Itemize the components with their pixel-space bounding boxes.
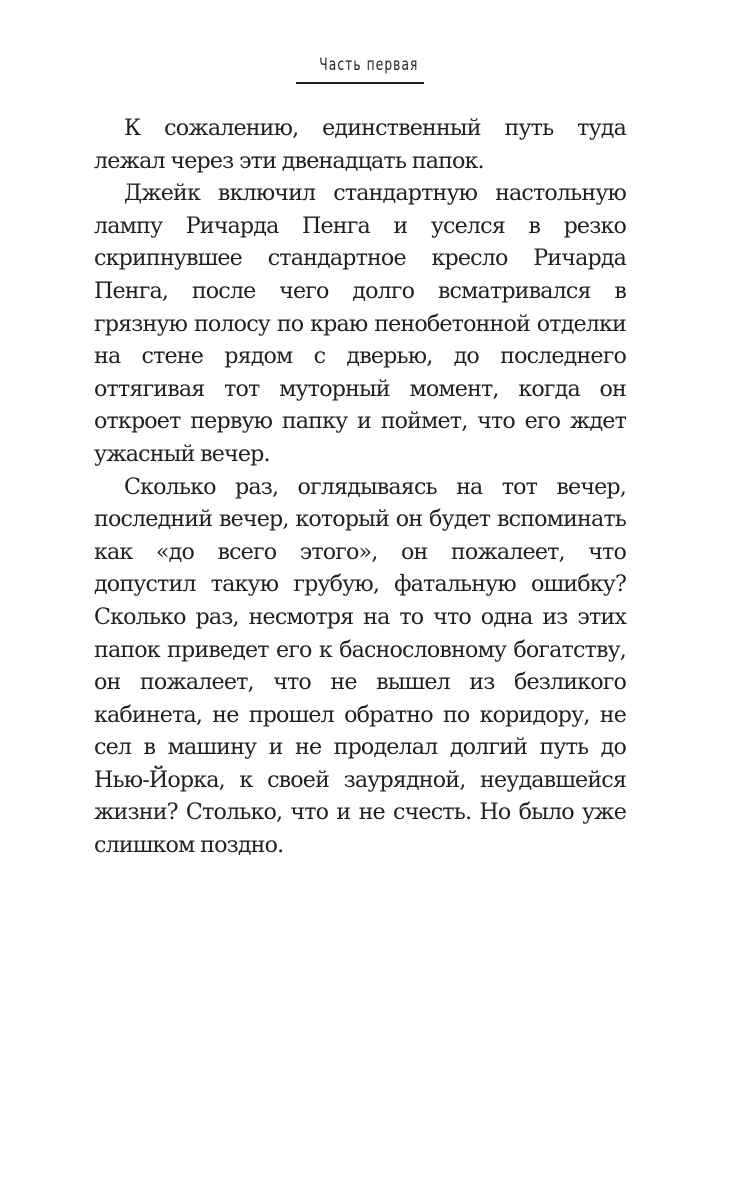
paragraph: Джейк включил стандартную настольную лампу Ричарда Пенга и уселся в резко скрипнувшее стандартное кресло Ричарда Пенга, после чего долго всматривался в грязную полосу по краю пенобетонной отделки на стене рядом с дверью, до последнего оттягивая тот муторный момент, когда он откроет первую папку и поймет, что его ждет ужасный вечер. (94, 180, 626, 467)
paragraph: К сожалению, единственный путь туда лежал через эти двенадцать папок. (94, 115, 626, 174)
body-text (94, 112, 626, 862)
header-underline (296, 82, 424, 84)
paragraph: Сколько раз, оглядываясь на тот вечер, последний вечер, который он будет вспоминать как «до всего этого», он пожалеет, что допустил такую грубую, фатальную ошибку? Сколько раз, несмотря на то что одна из этих папок приведет его к баснословному богатству, он пожалеет, что не вышел из безликого кабинета, не прошел обратно по коридору, не сел в машину и не проделал долгий путь до Нью-Йорка, к своей заурядной, неудавшейся жизни? Столько, что и не счесть. Но было уже слишком поздно. (94, 473, 626, 859)
running-header (0, 52, 738, 78)
running-header-title: Часть первая (319, 55, 419, 75)
